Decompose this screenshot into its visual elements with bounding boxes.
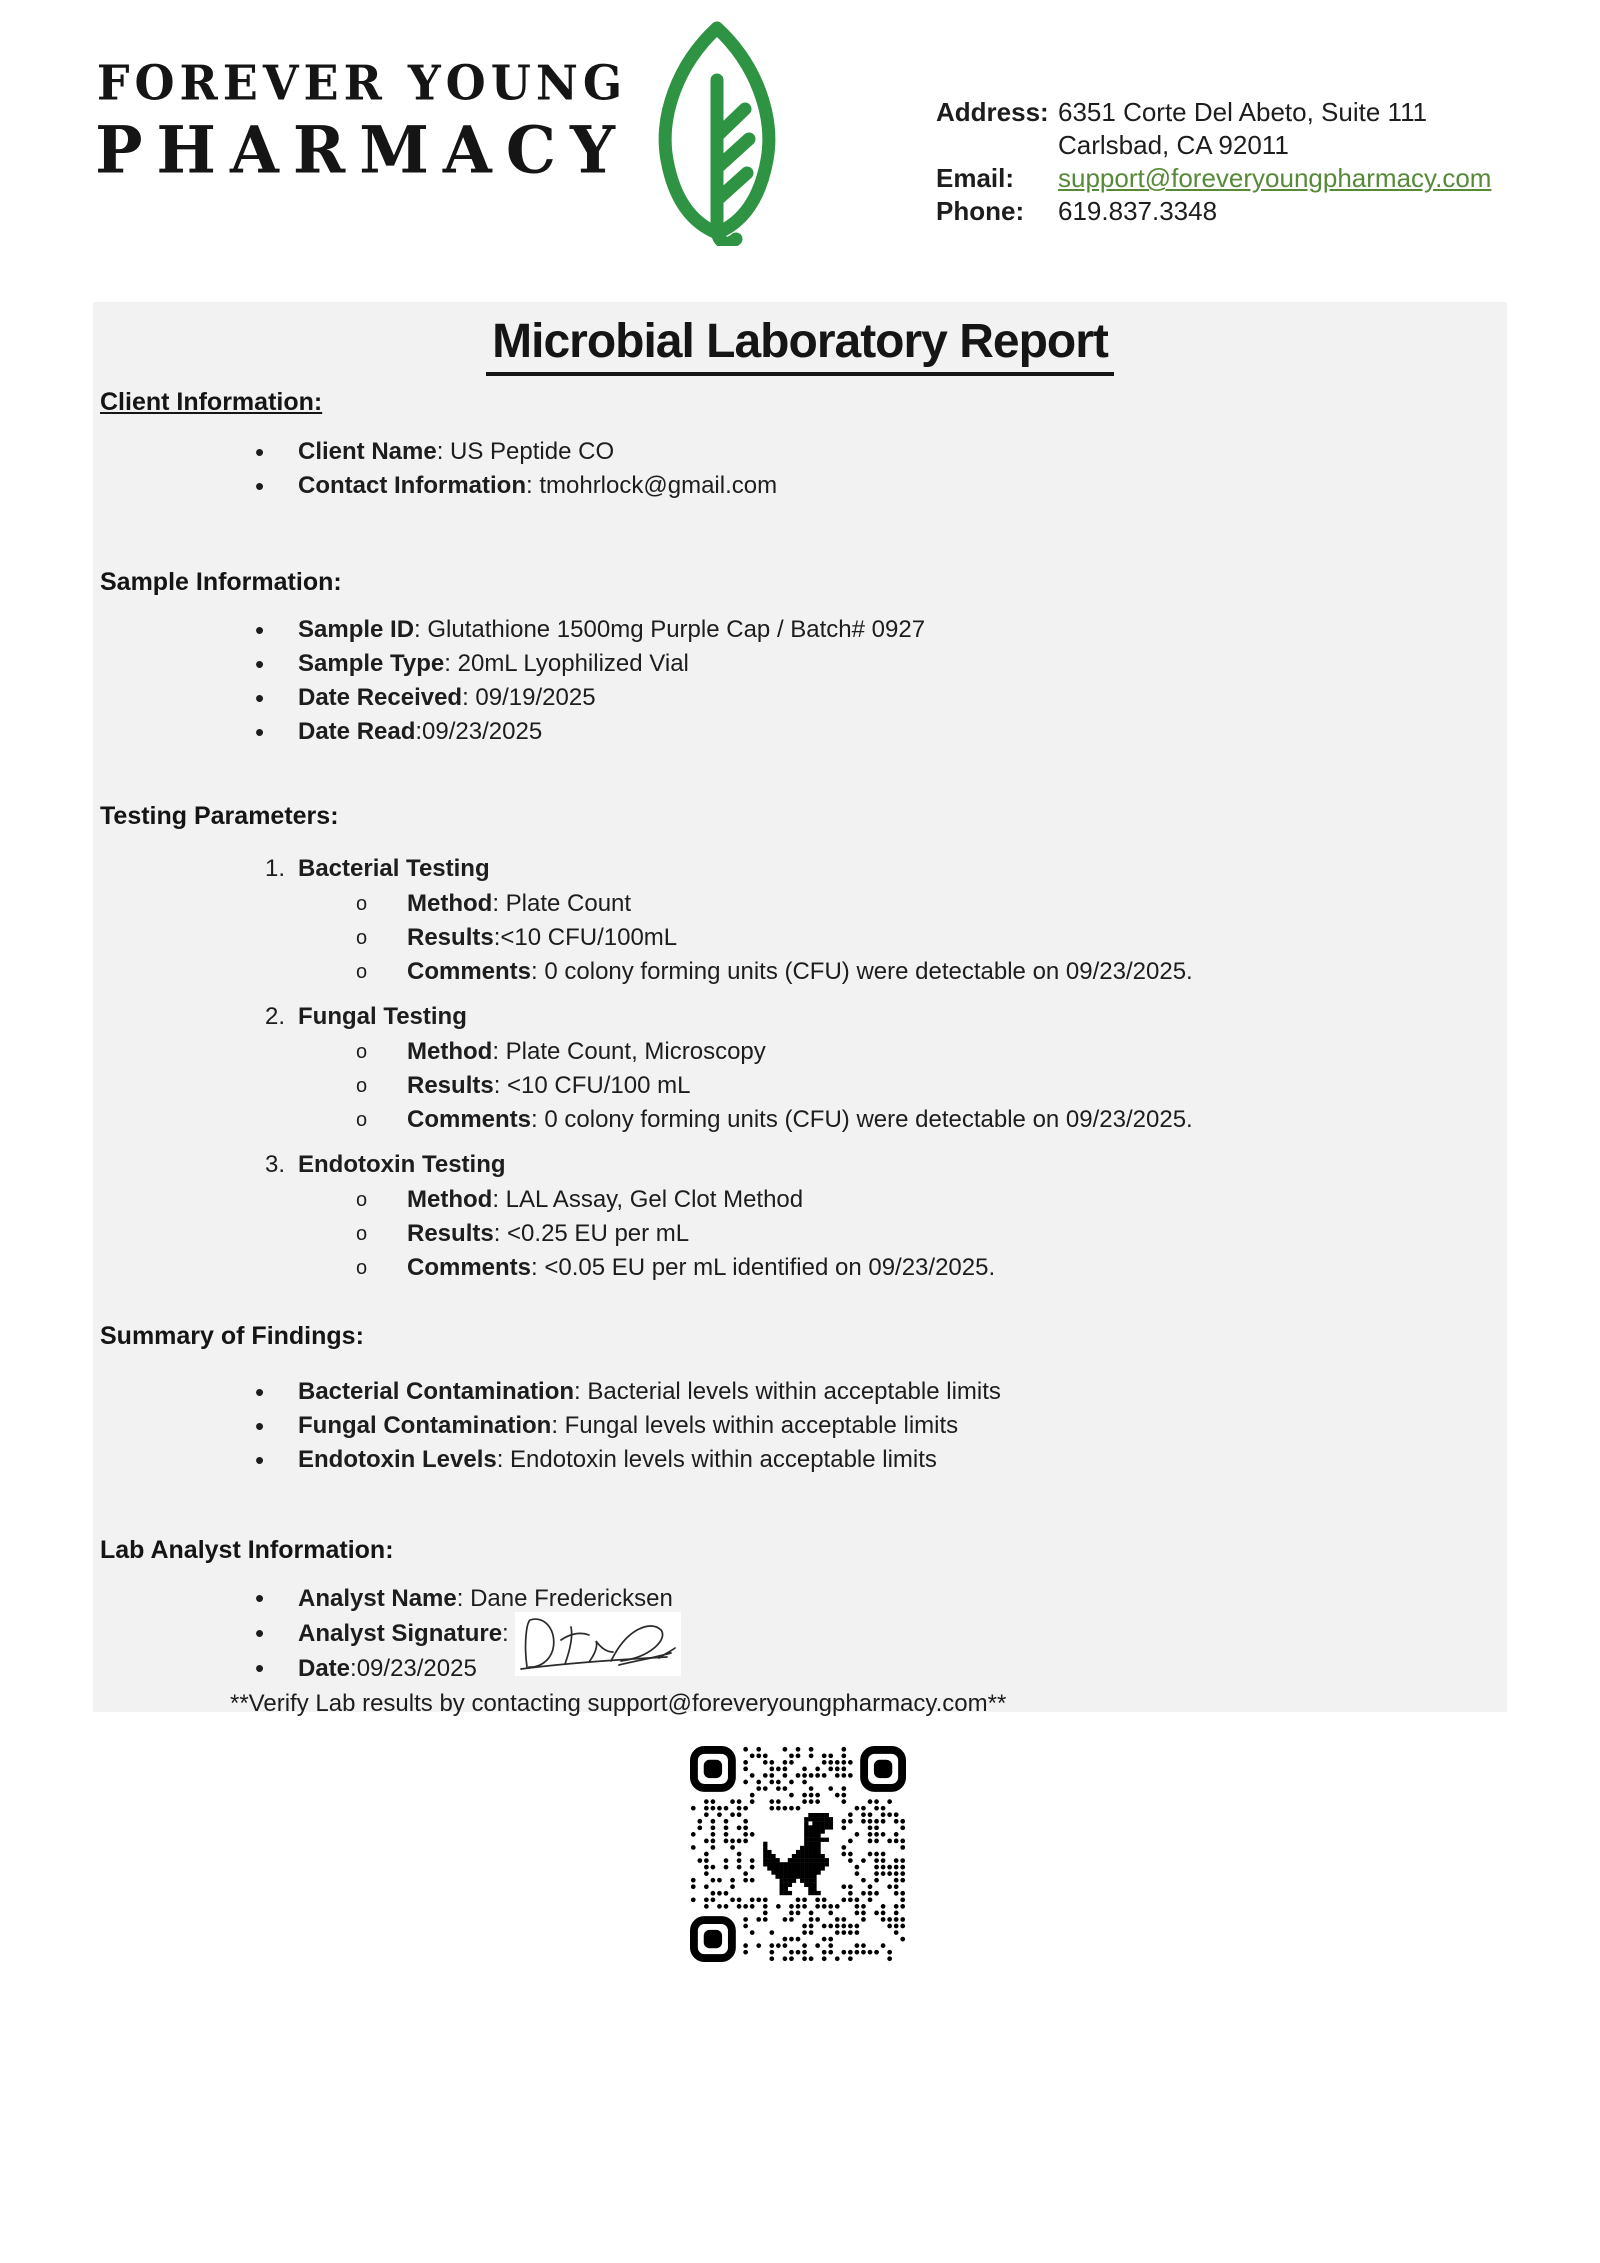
test-item-fungal: 2. Fungal Testing o Method: Plate Count, Microscopy o Results: <10 CFU/100 mL o Comments: 0 colony forming units (CFU) were detectable on 09/23/2025.: [93, 999, 1507, 1137]
list-item: • Fungal Contamination: Fungal levels within acceptable limits: [93, 1409, 1507, 1443]
summary-of-findings-heading: Summary of Findings:: [100, 1322, 364, 1350]
test-item-bacterial: 1. Bacterial Testing o Method: Plate Count o Results:<10 CFU/100mL o Comments: 0 colony forming units (CFU) were detectable on 09/23/2025.: [93, 851, 1507, 989]
list-item: • Analyst Signature:: [93, 1616, 1507, 1651]
address-line1: 6351 Corte Del Abeto, Suite 111: [1058, 97, 1428, 127]
list-item: • Bacterial Contamination: Bacterial levels within acceptable limits: [93, 1375, 1507, 1409]
verify-note: **Verify Lab results by contacting support@foreveryoungpharmacy.com**: [230, 1690, 1007, 1717]
sample-information-list: [93, 613, 1507, 749]
testing-parameters-list: [93, 851, 1507, 1285]
summary-of-findings-section: [93, 1322, 1507, 1477]
list-item: • Client Name: US Peptide CO: [93, 435, 1507, 469]
client-information-section: [93, 388, 1507, 503]
report-body: [93, 302, 1507, 1717]
list-item: • Sample ID: Glutathione 1500mg Purple Cap / Batch# 0927: [93, 613, 1507, 647]
list-item: • Date Read:09/23/2025: [93, 715, 1507, 749]
contact-block: [936, 96, 1496, 228]
list-item: o Comments: <0.05 EU per mL identified on 09/23/2025.: [93, 1251, 1507, 1285]
list-item: o Method: Plate Count, Microscopy: [93, 1035, 1507, 1069]
email-label: Email:: [936, 163, 1015, 193]
testing-parameters-section: [93, 802, 1507, 1295]
qr-code: [690, 1746, 906, 1962]
list-item: o Method: Plate Count: [93, 887, 1507, 921]
testing-parameters-heading: Testing Parameters:: [100, 802, 339, 830]
client-information-list: [93, 435, 1507, 503]
email-link[interactable]: support@foreveryoungpharmacy.com: [1058, 163, 1492, 193]
list-item: o Comments: 0 colony forming units (CFU) were detectable on 09/23/2025.: [93, 955, 1507, 989]
pharmacy-logo: [88, 54, 636, 188]
test-item-endotoxin: 3. Endotoxin Testing o Method: LAL Assay, Gel Clot Method o Results: <0.25 EU per mL o Comments: <0.05 EU per mL identified on 09/23/2025.: [93, 1147, 1507, 1285]
list-item: • Date Received: 09/19/2025: [93, 681, 1507, 715]
address-label: Address:: [936, 97, 1049, 127]
phone-label: Phone:: [936, 196, 1025, 226]
lab-analyst-heading: Lab Analyst Information:: [100, 1536, 394, 1564]
logo-text-line2: PHARMACY: [95, 112, 629, 188]
list-item: o Method: LAL Assay, Gel Clot Method: [93, 1183, 1507, 1217]
summary-list: [93, 1375, 1507, 1477]
address-label-spacer: [936, 129, 1054, 162]
report-title: Microbial Laboratory Report: [486, 314, 1114, 376]
list-item: • Endotoxin Levels: Endotoxin levels within acceptable limits: [93, 1443, 1507, 1477]
analyst-signature: [515, 1612, 681, 1676]
sample-information-section: [93, 568, 1507, 749]
sample-information-heading: Sample Information:: [100, 568, 342, 596]
phone-value: 619.837.3348: [1058, 196, 1218, 226]
list-item: • Date:09/23/2025: [93, 1651, 1507, 1686]
analyst-list: [93, 1581, 1507, 1686]
leaf-icon: [653, 16, 781, 246]
lab-analyst-section: [93, 1536, 1507, 1721]
client-information-heading: Client Information:: [100, 388, 323, 416]
list-item: o Results: <0.25 EU per mL: [93, 1217, 1507, 1251]
logo-text-line1: FOREVER YOUNG: [96, 54, 628, 112]
list-item: • Contact Information: tmohrlock@gmail.com: [93, 469, 1507, 503]
address-line2: Carlsbad, CA 92011: [1058, 130, 1289, 160]
list-item: • Analyst Name: Dane Fredericksen: [93, 1581, 1507, 1616]
list-item: o Results: <10 CFU/100 mL: [93, 1069, 1507, 1103]
list-item: • Sample Type: 20mL Lyophilized Vial: [93, 647, 1507, 681]
list-item: o Comments: 0 colony forming units (CFU) were detectable on 09/23/2025.: [93, 1103, 1507, 1137]
list-item: o Results:<10 CFU/100mL: [93, 921, 1507, 955]
